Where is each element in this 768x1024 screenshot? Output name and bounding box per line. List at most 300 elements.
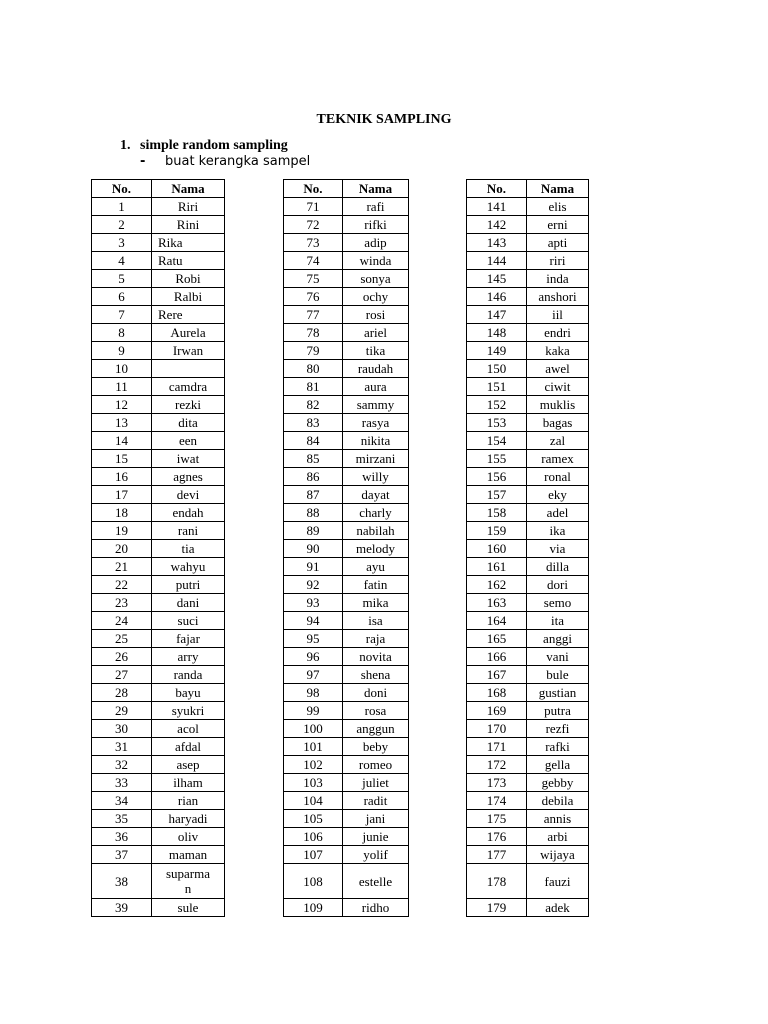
table-row [467, 270, 589, 288]
row-name: rifki [343, 216, 409, 234]
table-row [284, 468, 409, 486]
row-number: 176 [467, 828, 527, 846]
row-number: 78 [284, 324, 343, 342]
row-name: syukri [152, 702, 225, 720]
row-number: 156 [467, 468, 527, 486]
row-number: 106 [284, 828, 343, 846]
row-name: nikita [343, 432, 409, 450]
row-number: 24 [92, 612, 152, 630]
row-name: een [152, 432, 225, 450]
row-number: 105 [284, 810, 343, 828]
row-name: agnes [152, 468, 225, 486]
table-row [284, 540, 409, 558]
row-name: raja [343, 630, 409, 648]
row-name: bule [527, 666, 589, 684]
section-heading [120, 138, 288, 154]
table-row [467, 756, 589, 774]
row-name: ariel [343, 324, 409, 342]
row-name: ramex [527, 450, 589, 468]
table-row [284, 324, 409, 342]
table-row [467, 810, 589, 828]
row-number: 15 [92, 450, 152, 468]
row-number: 85 [284, 450, 343, 468]
row-number: 26 [92, 648, 152, 666]
row-number: 173 [467, 774, 527, 792]
row-number: 77 [284, 306, 343, 324]
row-number: 80 [284, 360, 343, 378]
table-row [92, 486, 225, 504]
row-number: 142 [467, 216, 527, 234]
table-row [92, 306, 225, 324]
table-row [284, 432, 409, 450]
table-row [284, 450, 409, 468]
row-name: Aurela [152, 324, 225, 342]
table-row [92, 594, 225, 612]
row-number: 155 [467, 450, 527, 468]
row-name: rian [152, 792, 225, 810]
row-number: 152 [467, 396, 527, 414]
row-number: 6 [92, 288, 152, 306]
table-row [92, 414, 225, 432]
table-row [92, 288, 225, 306]
row-number: 32 [92, 756, 152, 774]
table-row [467, 774, 589, 792]
row-number: 28 [92, 684, 152, 702]
row-number: 82 [284, 396, 343, 414]
row-number: 94 [284, 612, 343, 630]
row-number: 34 [92, 792, 152, 810]
row-number: 153 [467, 414, 527, 432]
row-name: anggi [527, 630, 589, 648]
table-row [284, 792, 409, 810]
table-row [284, 666, 409, 684]
table-row [284, 360, 409, 378]
section-number: 1. [120, 138, 131, 153]
row-number: 96 [284, 648, 343, 666]
row-number: 144 [467, 252, 527, 270]
table-row [92, 630, 225, 648]
row-number: 101 [284, 738, 343, 756]
row-number: 88 [284, 504, 343, 522]
row-number: 30 [92, 720, 152, 738]
row-number: 169 [467, 702, 527, 720]
table-row [467, 378, 589, 396]
row-number: 97 [284, 666, 343, 684]
row-name: rasya [343, 414, 409, 432]
row-name: aura [343, 378, 409, 396]
row-name: ronal [527, 468, 589, 486]
table-row [467, 288, 589, 306]
header-no: No. [92, 180, 152, 198]
row-name: devi [152, 486, 225, 504]
table-row [284, 899, 409, 917]
table-row [92, 198, 225, 216]
table-row [92, 666, 225, 684]
row-number: 100 [284, 720, 343, 738]
row-number: 104 [284, 792, 343, 810]
row-name: Rini [152, 216, 225, 234]
row-number: 72 [284, 216, 343, 234]
row-number: 89 [284, 522, 343, 540]
row-number: 39 [92, 899, 152, 917]
row-name: riri [527, 252, 589, 270]
row-name: gustian [527, 684, 589, 702]
table-row [284, 198, 409, 216]
table-row [92, 396, 225, 414]
row-number: 16 [92, 468, 152, 486]
section-title: simple random sampling [140, 138, 288, 153]
row-number: 75 [284, 270, 343, 288]
row-name: Rere [152, 306, 225, 324]
table-row [467, 522, 589, 540]
row-number: 90 [284, 540, 343, 558]
table-row [467, 360, 589, 378]
table-row [92, 684, 225, 702]
row-name: fatin [343, 576, 409, 594]
sub-bullet-line [140, 154, 310, 169]
row-name: erni [527, 216, 589, 234]
row-number: 151 [467, 378, 527, 396]
table-row [92, 612, 225, 630]
table-row [284, 684, 409, 702]
row-number: 161 [467, 558, 527, 576]
table-row [284, 648, 409, 666]
table-row [284, 846, 409, 864]
row-name: rezki [152, 396, 225, 414]
table-row [284, 342, 409, 360]
row-number: 91 [284, 558, 343, 576]
row-name: putri [152, 576, 225, 594]
row-name: kaka [527, 342, 589, 360]
table-row [467, 792, 589, 810]
row-number: 164 [467, 612, 527, 630]
table-row [467, 468, 589, 486]
row-number: 158 [467, 504, 527, 522]
row-number: 177 [467, 846, 527, 864]
table-row [284, 234, 409, 252]
name-table-1 [91, 179, 225, 917]
row-number: 23 [92, 594, 152, 612]
row-name: putra [527, 702, 589, 720]
table-header-row [467, 180, 589, 198]
row-number: 9 [92, 342, 152, 360]
row-number: 73 [284, 234, 343, 252]
row-name: yolif [343, 846, 409, 864]
row-name: melody [343, 540, 409, 558]
row-name: semo [527, 594, 589, 612]
table-row [467, 486, 589, 504]
row-number: 172 [467, 756, 527, 774]
table-row [467, 684, 589, 702]
row-number: 37 [92, 846, 152, 864]
row-name: via [527, 540, 589, 558]
row-number: 33 [92, 774, 152, 792]
table-row [92, 846, 225, 864]
row-name: ridho [343, 899, 409, 917]
header-nama: Nama [527, 180, 589, 198]
row-name: rosa [343, 702, 409, 720]
row-name: Rika [152, 234, 225, 252]
row-number: 7 [92, 306, 152, 324]
row-name: rani [152, 522, 225, 540]
row-name: shena [343, 666, 409, 684]
row-name: Ralbi [152, 288, 225, 306]
row-name: anggun [343, 720, 409, 738]
row-number: 160 [467, 540, 527, 558]
row-name: suparma n [152, 864, 225, 899]
table-row [284, 558, 409, 576]
table-row [92, 540, 225, 558]
row-number: 3 [92, 234, 152, 252]
row-number: 20 [92, 540, 152, 558]
table-row [467, 612, 589, 630]
table-row [284, 864, 409, 899]
row-number: 109 [284, 899, 343, 917]
row-number: 162 [467, 576, 527, 594]
row-number: 171 [467, 738, 527, 756]
row-number: 92 [284, 576, 343, 594]
table-row [284, 216, 409, 234]
table-row [284, 288, 409, 306]
row-number: 93 [284, 594, 343, 612]
row-name: charly [343, 504, 409, 522]
table-row [92, 792, 225, 810]
row-number: 150 [467, 360, 527, 378]
table-row [467, 306, 589, 324]
row-number: 168 [467, 684, 527, 702]
row-number: 154 [467, 432, 527, 450]
row-name: dita [152, 414, 225, 432]
row-name: junie [343, 828, 409, 846]
row-number: 25 [92, 630, 152, 648]
row-name: bayu [152, 684, 225, 702]
header-no: No. [467, 180, 527, 198]
table-row [92, 648, 225, 666]
table-row [467, 504, 589, 522]
row-name: annis [527, 810, 589, 828]
table-row [284, 612, 409, 630]
row-number: 71 [284, 198, 343, 216]
row-name: dilla [527, 558, 589, 576]
table-row [467, 594, 589, 612]
row-number: 148 [467, 324, 527, 342]
row-number: 146 [467, 288, 527, 306]
row-number: 179 [467, 899, 527, 917]
row-name: radit [343, 792, 409, 810]
row-name: gella [527, 756, 589, 774]
row-number: 13 [92, 414, 152, 432]
row-name: maman [152, 846, 225, 864]
table-row [92, 360, 225, 378]
row-number: 178 [467, 864, 527, 899]
table-row [92, 522, 225, 540]
row-name: ilham [152, 774, 225, 792]
table-row [284, 486, 409, 504]
row-name: muklis [527, 396, 589, 414]
table-row [467, 846, 589, 864]
row-number: 4 [92, 252, 152, 270]
table-row [284, 522, 409, 540]
row-number: 157 [467, 486, 527, 504]
row-name: ayu [343, 558, 409, 576]
row-number: 165 [467, 630, 527, 648]
row-name: asep [152, 756, 225, 774]
row-name: oliv [152, 828, 225, 846]
row-name [152, 360, 225, 378]
row-number: 18 [92, 504, 152, 522]
row-number: 27 [92, 666, 152, 684]
row-name: afdal [152, 738, 225, 756]
row-name: wijaya [527, 846, 589, 864]
row-number: 10 [92, 360, 152, 378]
name-table-2 [283, 179, 409, 917]
table-row [467, 234, 589, 252]
row-name: nabilah [343, 522, 409, 540]
row-name: sammy [343, 396, 409, 414]
table-header-row [92, 180, 225, 198]
row-number: 11 [92, 378, 152, 396]
row-number: 12 [92, 396, 152, 414]
row-number: 8 [92, 324, 152, 342]
row-name: iil [527, 306, 589, 324]
row-name: Riri [152, 198, 225, 216]
row-number: 95 [284, 630, 343, 648]
row-number: 159 [467, 522, 527, 540]
row-name: beby [343, 738, 409, 756]
table-row [284, 828, 409, 846]
row-number: 79 [284, 342, 343, 360]
table-row [467, 864, 589, 899]
row-name: awel [527, 360, 589, 378]
row-name: rezfi [527, 720, 589, 738]
row-name: vani [527, 648, 589, 666]
row-number: 147 [467, 306, 527, 324]
document-title: TEKNIK SAMPLING [316, 112, 452, 127]
table-row [284, 738, 409, 756]
row-number: 84 [284, 432, 343, 450]
table-row [284, 378, 409, 396]
row-name: inda [527, 270, 589, 288]
row-number: 76 [284, 288, 343, 306]
row-number: 175 [467, 810, 527, 828]
row-number: 21 [92, 558, 152, 576]
row-name: haryadi [152, 810, 225, 828]
row-number: 86 [284, 468, 343, 486]
row-name: raudah [343, 360, 409, 378]
row-name: jani [343, 810, 409, 828]
row-number: 1 [92, 198, 152, 216]
row-number: 170 [467, 720, 527, 738]
row-name: Irwan [152, 342, 225, 360]
row-name: doni [343, 684, 409, 702]
row-number: 5 [92, 270, 152, 288]
table-row [92, 324, 225, 342]
row-name: estelle [343, 864, 409, 899]
table-row [284, 774, 409, 792]
row-name: randa [152, 666, 225, 684]
row-name: arbi [527, 828, 589, 846]
table-row [92, 774, 225, 792]
bullet-dash: - [140, 154, 146, 169]
row-name: acol [152, 720, 225, 738]
row-number: 31 [92, 738, 152, 756]
row-name: adek [527, 899, 589, 917]
row-name: sule [152, 899, 225, 917]
table-row [467, 342, 589, 360]
table-row [284, 594, 409, 612]
row-name: ochy [343, 288, 409, 306]
table-row [92, 216, 225, 234]
row-name: dori [527, 576, 589, 594]
row-name: mirzani [343, 450, 409, 468]
row-name: endri [527, 324, 589, 342]
table-row [92, 270, 225, 288]
row-name: romeo [343, 756, 409, 774]
row-number: 141 [467, 198, 527, 216]
row-number: 99 [284, 702, 343, 720]
row-name: winda [343, 252, 409, 270]
row-name: willy [343, 468, 409, 486]
table-row [467, 720, 589, 738]
table-row [92, 378, 225, 396]
table-row [284, 576, 409, 594]
row-name: bagas [527, 414, 589, 432]
row-name: wahyu [152, 558, 225, 576]
row-name: zal [527, 432, 589, 450]
table-row [284, 252, 409, 270]
row-name: adel [527, 504, 589, 522]
row-name: endah [152, 504, 225, 522]
table-row [467, 666, 589, 684]
row-name: elis [527, 198, 589, 216]
table-row [284, 504, 409, 522]
table-row [92, 864, 225, 899]
row-number: 87 [284, 486, 343, 504]
row-number: 167 [467, 666, 527, 684]
row-number: 29 [92, 702, 152, 720]
table-row [467, 738, 589, 756]
row-name: mika [343, 594, 409, 612]
row-name: Robi [152, 270, 225, 288]
table-row [467, 558, 589, 576]
table-row [284, 810, 409, 828]
table-row [467, 648, 589, 666]
row-number: 81 [284, 378, 343, 396]
table-row [467, 899, 589, 917]
row-number: 35 [92, 810, 152, 828]
row-number: 17 [92, 486, 152, 504]
table-row [92, 702, 225, 720]
table-row [467, 702, 589, 720]
table-row [92, 468, 225, 486]
row-number: 149 [467, 342, 527, 360]
row-number: 19 [92, 522, 152, 540]
table-row [92, 558, 225, 576]
row-number: 83 [284, 414, 343, 432]
table-row [284, 756, 409, 774]
table-row [284, 306, 409, 324]
row-name: ita [527, 612, 589, 630]
table-row [284, 270, 409, 288]
row-number: 98 [284, 684, 343, 702]
row-number: 2 [92, 216, 152, 234]
row-number: 143 [467, 234, 527, 252]
row-number: 102 [284, 756, 343, 774]
row-number: 166 [467, 648, 527, 666]
row-number: 74 [284, 252, 343, 270]
row-number: 174 [467, 792, 527, 810]
row-number: 108 [284, 864, 343, 899]
